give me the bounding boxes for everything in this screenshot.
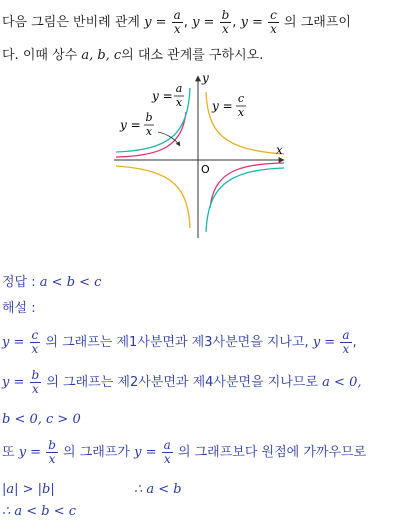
denominator: x bbox=[342, 342, 350, 356]
answer-line bbox=[2, 275, 101, 291]
numerator: a bbox=[173, 8, 181, 22]
explanation-line-6 bbox=[2, 504, 76, 520]
numerator: a bbox=[163, 438, 171, 452]
curve-a-quadrant-4 bbox=[206, 168, 284, 232]
fraction-b-over-x bbox=[220, 9, 232, 36]
label-a-num: a bbox=[175, 82, 183, 95]
problem-line-1 bbox=[2, 6, 351, 40]
denominator: x bbox=[222, 22, 229, 36]
explanation-text: 의 그래프가 bbox=[63, 445, 130, 460]
conclusion-partial: ∴ a < b bbox=[134, 482, 182, 497]
denominator: x bbox=[270, 22, 277, 36]
abs-inequality: |a| > |b| bbox=[2, 482, 55, 497]
label-b-num: b bbox=[145, 111, 153, 124]
numerator: c bbox=[268, 9, 279, 23]
equation-lhs: y = bbox=[192, 15, 215, 30]
problem-line-2 bbox=[2, 48, 263, 64]
numerator: b bbox=[31, 368, 40, 382]
denominator: x bbox=[48, 452, 56, 466]
separator: , bbox=[232, 15, 237, 30]
label-a-den: x bbox=[175, 96, 183, 109]
equation-lhs: y = bbox=[312, 335, 336, 350]
label-b-den: x bbox=[145, 125, 153, 138]
explanation-line-5 bbox=[2, 482, 182, 498]
denominator: x bbox=[31, 342, 39, 356]
separator: , bbox=[183, 15, 188, 30]
label-b-lhs: y = bbox=[120, 118, 141, 132]
inequality: b < 0, c > 0 bbox=[2, 412, 81, 427]
curve-b-quadrant-4 bbox=[210, 163, 284, 208]
explanation-line-3 bbox=[2, 412, 81, 428]
numerator: b bbox=[221, 8, 230, 22]
explanation-line-2 bbox=[2, 366, 361, 400]
y-axis-label: y bbox=[202, 72, 209, 85]
x-axis-label: x bbox=[276, 143, 283, 157]
denominator: x bbox=[173, 22, 181, 36]
denominator: x bbox=[31, 382, 39, 396]
problem-text: 의 그래프이 bbox=[284, 15, 351, 30]
inequality: a < 0, bbox=[322, 375, 362, 390]
equation-lhs: y = bbox=[18, 445, 42, 460]
label-c-lhs: y = bbox=[212, 99, 233, 113]
curve-c-quadrant-3 bbox=[116, 166, 190, 228]
label-c-num: c bbox=[237, 92, 245, 105]
fraction-b-over-x bbox=[46, 439, 58, 466]
problem-text: 다. 이때 상수 bbox=[2, 48, 78, 63]
explanation-text: 의 그래프는 제1사분면과 제3사분면을 지나고, bbox=[45, 335, 309, 350]
final-conclusion: ∴ a < b < c bbox=[2, 504, 77, 519]
fraction-a-over-x bbox=[162, 439, 173, 466]
equation-lhs: y = bbox=[144, 15, 167, 30]
fraction-c-over-x bbox=[268, 9, 279, 36]
numerator: b bbox=[48, 438, 56, 452]
explanation-title bbox=[2, 301, 36, 317]
denominator: x bbox=[163, 452, 171, 466]
hyperbola-graph bbox=[112, 72, 292, 242]
origin-label: O bbox=[201, 163, 210, 176]
explanation-text: 의 그래프는 제2사분면과 제4사분면을 지나므로 bbox=[46, 375, 319, 390]
fraction-a-over-x bbox=[340, 329, 351, 356]
explanation-text: 또 bbox=[2, 445, 15, 460]
explanation-label: 해설 : bbox=[2, 301, 36, 316]
equation-lhs: y = bbox=[2, 335, 25, 350]
answer-value: a < b < c bbox=[39, 275, 102, 290]
fraction-b-over-x bbox=[30, 369, 42, 396]
constants: a, b, c bbox=[81, 48, 122, 63]
fraction-a-over-x bbox=[172, 9, 183, 36]
separator: , bbox=[352, 335, 357, 350]
answer-title: 정답 : bbox=[2, 275, 36, 290]
equation-lhs: y = bbox=[2, 375, 25, 390]
numerator: a bbox=[342, 328, 350, 342]
problem-text: 다음 그림은 반비례 관계 bbox=[2, 15, 140, 30]
problem-text: 의 대소 관계를 구하시오. bbox=[121, 48, 264, 63]
explanation-text: 의 그래프보다 원점에 가까우므로 bbox=[177, 445, 367, 460]
explanation-line-1 bbox=[2, 326, 357, 360]
fraction-c-over-x bbox=[30, 329, 41, 356]
label-a-lhs: y = bbox=[152, 89, 173, 103]
equation-lhs: y = bbox=[240, 15, 263, 30]
label-c-den: x bbox=[237, 106, 245, 119]
equation-lhs: y = bbox=[134, 445, 157, 460]
numerator: c bbox=[30, 329, 41, 343]
explanation-line-4 bbox=[2, 436, 366, 470]
